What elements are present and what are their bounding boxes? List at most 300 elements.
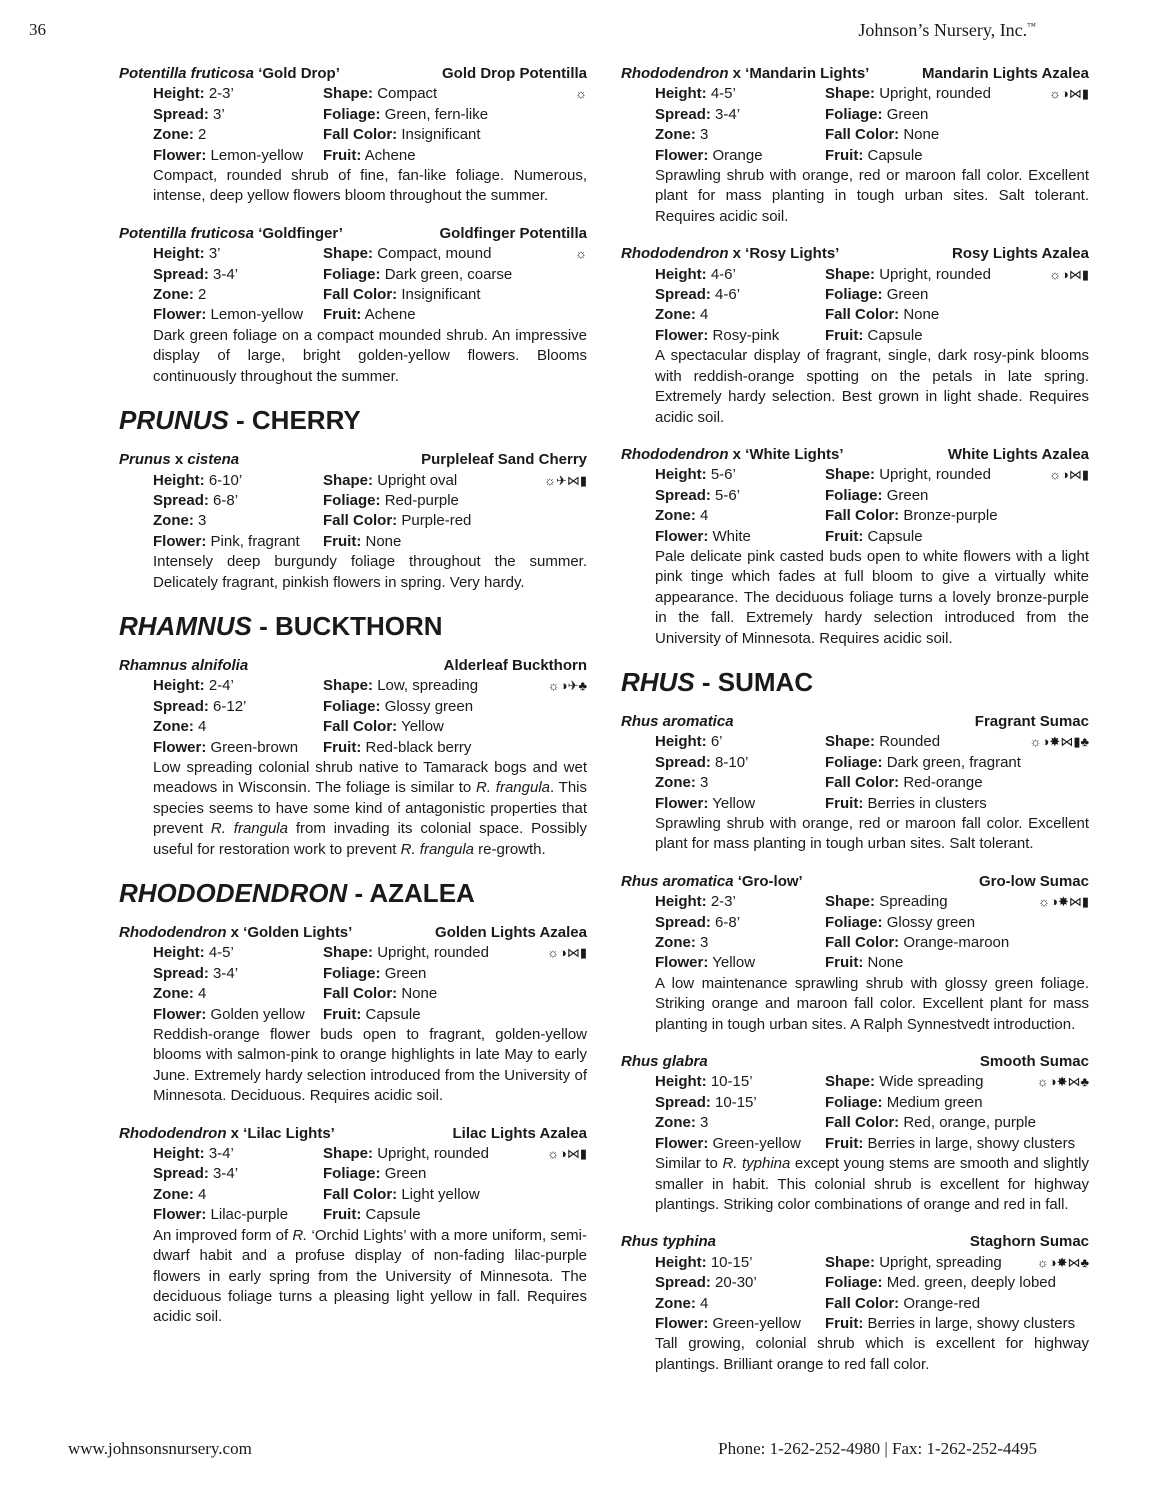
attr-value: 6-12’ — [213, 697, 247, 715]
attr-value: Berries in clusters — [867, 794, 987, 812]
attr-value: 4 — [700, 507, 709, 525]
attr-value: 3 — [198, 512, 207, 530]
attr-spread — [655, 1273, 825, 1293]
attr-label: Shape: — [323, 85, 374, 103]
plant-title — [119, 224, 587, 244]
attribute-row — [119, 1205, 587, 1225]
attr-label: Shape: — [323, 245, 374, 263]
botanical-name-part: Rhododendron — [621, 65, 729, 82]
butterfly-icon: ⋈ — [1067, 1074, 1081, 1090]
plant-entry — [621, 1232, 1089, 1375]
attr-value: Insignificant — [401, 286, 481, 304]
attr-label: Fall Color: — [825, 1114, 900, 1132]
genus-heading — [119, 610, 587, 642]
botanical-name-part: Rhamnus alnifolia — [119, 656, 249, 674]
attr-value: 4-6’ — [710, 265, 736, 283]
fall-leaf-icon: ✸ — [1056, 1074, 1068, 1090]
attr-label: Flower: — [153, 1206, 207, 1224]
attr-label: Height: — [655, 466, 707, 484]
attr-label: Height: — [153, 944, 205, 962]
attr-value: Low, spreading — [377, 677, 479, 695]
brand-header — [858, 20, 1036, 41]
attr-value: Insignificant — [401, 126, 481, 144]
attr-value: Green-brown — [210, 738, 299, 756]
attr-value: 5-6’ — [715, 486, 741, 504]
description-text: re-growth. — [474, 840, 546, 858]
attr-value: 3’ — [213, 105, 225, 123]
attr-value: 2-3’ — [710, 893, 736, 911]
attr-shape — [323, 84, 587, 104]
attr-fruit — [825, 1134, 1089, 1154]
attr-flower — [153, 1005, 323, 1025]
attr-label: Shape: — [323, 944, 374, 962]
attr-spread — [153, 697, 323, 717]
butterfly-icon: ⋈ — [1060, 734, 1074, 750]
pot-icon: ▮ — [579, 472, 587, 488]
attr-label: Shape: — [825, 265, 876, 283]
plant-entry — [119, 450, 587, 593]
common-name: White Lights Azalea — [947, 445, 1089, 463]
plant-title — [119, 656, 587, 676]
plant-title — [119, 923, 587, 943]
attribute-row — [119, 532, 587, 552]
attr-label: Spread: — [153, 1165, 209, 1183]
attr-value: 3 — [700, 1114, 709, 1132]
plant-title — [621, 1052, 1089, 1072]
attr-value: Bronze-purple — [903, 507, 998, 525]
attribute-row — [119, 943, 587, 963]
attr-value: 2 — [198, 286, 207, 304]
attr-value: Upright, spreading — [879, 1253, 1002, 1271]
attr-label: Foliage: — [825, 286, 883, 304]
genus-name: RHAMNUS — [119, 610, 252, 641]
attribute-row — [621, 146, 1089, 166]
attr-value: Green, fern-like — [384, 105, 489, 123]
genus-common-name: - CHERRY — [228, 405, 361, 436]
attr-label: Flower: — [153, 146, 207, 164]
attr-zone — [153, 285, 323, 305]
plant-description — [621, 1334, 1089, 1375]
plant-title — [119, 64, 587, 84]
hand-icon: ♣ — [1080, 1074, 1089, 1090]
attr-zone — [655, 773, 825, 793]
plant-icons — [575, 84, 587, 104]
description-text: except young stems are smooth and slightly smaller in habit. This colonial shrub is excellent for highway plantings. Striking color combinations of orange and red in fall. — [655, 1155, 1089, 1213]
attr-label: Flower: — [655, 954, 709, 972]
attr-value: White — [712, 527, 751, 545]
plant-description — [119, 166, 587, 207]
attr-foliage — [825, 285, 1089, 305]
attr-label: Fruit: — [323, 532, 362, 550]
attr-label: Fruit: — [323, 146, 362, 164]
attr-value: 4 — [198, 985, 207, 1003]
attr-spread — [655, 753, 825, 773]
attr-value: Glossy green — [384, 697, 474, 715]
botanical-name-part: x ‘Golden Lights’ — [226, 924, 353, 941]
attribute-row — [119, 265, 587, 285]
description-text: A spectacular display of fragrant, single, dark rosy-pink blooms with reddish-orange spotting on the petals in late spring. Extremely hardy selection. Best grown in light shade. Requires acidic soil. — [655, 347, 1089, 426]
attr-height — [153, 244, 323, 264]
attr-label: Height: — [655, 85, 707, 103]
attr-value: Light yellow — [401, 1185, 480, 1203]
attr-fall — [825, 125, 1089, 145]
attr-foliage — [825, 753, 1089, 773]
description-text: An improved form of — [153, 1226, 293, 1244]
attr-value: 3-4’ — [208, 1145, 234, 1163]
attr-label: Height: — [153, 85, 205, 103]
genus-common-name: - SUMAC — [694, 666, 814, 697]
attr-fall — [323, 125, 587, 145]
botanical-name-part: Rhus typhina — [621, 1233, 717, 1251]
butterfly-icon: ⋈ — [1068, 86, 1082, 102]
attr-label: Fruit: — [825, 954, 864, 972]
attribute-row — [119, 738, 587, 758]
pot-icon: ▮ — [579, 945, 587, 961]
attr-value: 10-15’ — [710, 1253, 753, 1271]
attr-label: Flower: — [153, 532, 207, 550]
attr-foliage — [825, 1093, 1089, 1113]
botanical-name-part: Potentilla fruticosa — [119, 65, 255, 82]
attr-spread — [655, 105, 825, 125]
botanical-name-part: Rhus aromatica — [621, 872, 734, 890]
attr-value: Green — [384, 964, 427, 982]
attr-value: Yellow — [712, 794, 756, 812]
attr-value: 3’ — [208, 245, 221, 263]
plant-title — [621, 445, 1089, 465]
botanical-name — [621, 445, 843, 465]
attr-label: Fruit: — [323, 1206, 362, 1224]
pot-icon: ▮ — [1081, 467, 1089, 483]
attr-label: Flower: — [655, 326, 709, 344]
botanical-name-part: Potentilla fruticosa — [119, 224, 255, 242]
plant-icons — [548, 676, 587, 696]
attr-label: Fruit: — [825, 146, 864, 164]
genus-name: PRUNUS — [119, 405, 229, 436]
common-name: Purpleleaf Sand Cherry — [421, 451, 587, 469]
attr-value: None — [401, 985, 438, 1003]
attr-value: Green — [384, 1165, 427, 1183]
attr-value: Yellow — [401, 718, 444, 736]
attr-label: Fruit: — [825, 527, 864, 545]
plant-title — [621, 872, 1089, 892]
attr-label: Zone: — [655, 126, 696, 144]
attr-label: Shape: — [825, 85, 876, 103]
botanical-name-part: cistena — [187, 451, 240, 469]
attribute-row — [621, 486, 1089, 506]
botanical-name — [621, 712, 734, 732]
attribute-row — [119, 146, 587, 166]
attr-label: Fruit: — [323, 1005, 362, 1023]
left-column — [119, 64, 587, 1345]
attr-value: 2-3’ — [208, 85, 234, 103]
attr-value: 4 — [198, 718, 207, 736]
attr-spread — [655, 285, 825, 305]
description-text: Tall growing, colonial shrub which is excellent for highway plantings. Brilliant orange to red fall color. — [655, 1335, 1089, 1373]
plant-icons — [547, 1144, 587, 1164]
attr-label: Spread: — [655, 913, 711, 931]
plant-title — [621, 244, 1089, 264]
attr-height — [153, 943, 323, 963]
attr-label: Foliage: — [323, 491, 381, 509]
attr-height — [655, 1253, 825, 1273]
attr-fruit — [323, 1005, 587, 1025]
genus-heading — [621, 666, 1089, 698]
attribute-row — [119, 125, 587, 145]
sun-icon: ☼ — [547, 678, 560, 694]
botanical-name-part: ‘Gro-low’ — [733, 872, 803, 890]
attr-value: Green — [886, 105, 929, 123]
attribute-row — [119, 84, 587, 104]
attr-spread — [655, 486, 825, 506]
plant-entry — [119, 923, 587, 1107]
attr-value: None — [867, 954, 904, 972]
attr-fruit — [825, 326, 1089, 346]
attribute-row — [621, 1093, 1089, 1113]
attr-foliage — [323, 697, 587, 717]
attr-value: 3 — [700, 934, 709, 952]
attr-label: Foliage: — [825, 105, 883, 123]
sun-icon: ☼ — [1049, 266, 1061, 282]
attr-height — [153, 1144, 323, 1164]
butterfly-icon: ⋈ — [1067, 1254, 1081, 1270]
pot-icon: ▮ — [1073, 734, 1081, 750]
plant-description — [621, 166, 1089, 227]
butterfly-icon: ⋈ — [1068, 894, 1082, 910]
attr-fall — [825, 933, 1089, 953]
attr-flower — [153, 738, 323, 758]
attr-label: Shape: — [323, 1145, 374, 1163]
plant-entry — [621, 64, 1089, 227]
attr-spread — [153, 105, 323, 125]
description-text: R. frangula — [210, 820, 288, 838]
fall-leaf-icon: ✸ — [1056, 1254, 1068, 1270]
attribute-row — [621, 1072, 1089, 1092]
half-shade-icon: ◑ — [1050, 894, 1058, 910]
common-name: Rosy Lights Azalea — [952, 245, 1089, 263]
attr-fruit — [323, 1205, 587, 1225]
attribute-row — [119, 471, 587, 491]
attr-value: Lilac-purple — [210, 1206, 289, 1224]
attr-value: Green-yellow — [712, 1134, 801, 1152]
genus-name: RHUS — [621, 666, 695, 697]
attribute-row — [119, 105, 587, 125]
attribute-row — [621, 1314, 1089, 1334]
attr-label: Zone: — [655, 774, 696, 792]
plant-description — [621, 974, 1089, 1035]
attr-value: None — [903, 126, 940, 144]
attr-value: Orange — [712, 146, 763, 164]
attr-label: Spread: — [655, 753, 711, 771]
attr-fall — [323, 1185, 587, 1205]
attr-value: Yellow — [712, 954, 756, 972]
plant-entry — [621, 712, 1089, 855]
attr-label: Height: — [655, 1253, 707, 1271]
attribute-row — [119, 676, 587, 696]
attr-value: Orange-maroon — [903, 934, 1010, 952]
butterfly-icon: ⋈ — [566, 945, 580, 961]
botanical-name-part: Rhus aromatica — [621, 712, 734, 730]
fall-leaf-icon: ✸ — [1049, 734, 1061, 750]
attr-value: Lemon-yellow — [210, 306, 304, 324]
website-link[interactable]: www.johnsonsnursery.com — [68, 1439, 252, 1458]
description-text: from invading its colonial space. Possibly useful for restoration work to prevent — [153, 820, 587, 858]
attr-foliage — [323, 491, 587, 511]
botanical-name — [119, 656, 248, 676]
attr-label: Fall Color: — [825, 934, 900, 952]
attr-label: Zone: — [655, 1294, 696, 1312]
attr-label: Zone: — [153, 286, 194, 304]
attr-value: Red-black berry — [365, 738, 472, 756]
attr-value: 3-4’ — [715, 105, 741, 123]
botanical-name — [621, 244, 839, 264]
attr-value: Dark green, coarse — [384, 265, 513, 283]
attr-label: Fruit: — [825, 794, 864, 812]
attr-label: Spread: — [153, 491, 209, 509]
plant-entry — [119, 64, 587, 207]
plant-entry — [119, 656, 587, 860]
attr-flower — [655, 1134, 825, 1154]
attr-label: Fruit: — [825, 1134, 864, 1152]
attr-label: Shape: — [825, 466, 876, 484]
attr-value: Capsule — [867, 527, 923, 545]
botanical-name — [621, 1232, 716, 1252]
attr-value: Upright, rounded — [879, 466, 991, 484]
attr-height — [655, 732, 825, 752]
attr-label: Foliage: — [825, 913, 883, 931]
attr-label: Fall Color: — [825, 774, 900, 792]
attr-value: Purple-red — [401, 512, 472, 530]
attr-spread — [655, 913, 825, 933]
attr-fruit — [323, 738, 587, 758]
attr-height — [153, 471, 323, 491]
attr-label: Fruit: — [323, 738, 362, 756]
plant-description — [621, 1154, 1089, 1215]
attr-value: 3-4’ — [213, 265, 239, 283]
plant-entry — [621, 1052, 1089, 1215]
attr-fall — [323, 984, 587, 1004]
description-text: Reddish-orange flower buds open to fragrant, golden-yellow blooms with salmon-pink to orange highlights in late May to early June. Extremely hardy selection introduced from the University of Minnesota. Deciduous. Requires acidic soil. — [153, 1026, 587, 1105]
description-text: R. frangula — [400, 840, 474, 858]
plant-title — [119, 1124, 587, 1144]
attr-label: Shape: — [323, 677, 374, 695]
attr-fall — [323, 511, 587, 531]
attr-flower — [655, 1314, 825, 1334]
plant-icons — [1037, 1253, 1089, 1273]
plant-description — [119, 326, 587, 387]
attr-zone — [655, 506, 825, 526]
plant-description — [119, 758, 587, 860]
attr-label: Shape: — [825, 893, 876, 911]
attr-value: Green — [886, 486, 929, 504]
attribute-row — [119, 717, 587, 737]
brand-name: Johnson’s Nursery, Inc. — [858, 20, 1028, 40]
attr-fall — [825, 773, 1089, 793]
genus-heading — [119, 404, 587, 436]
half-shade-icon: ◑ — [559, 678, 568, 694]
attr-value: 3 — [700, 126, 709, 144]
sun-icon: ☼ — [1049, 86, 1061, 102]
attr-foliage — [323, 265, 587, 285]
attr-label: Zone: — [655, 934, 696, 952]
attr-value: Medium green — [886, 1093, 983, 1111]
attribute-row — [621, 1253, 1089, 1273]
attr-value: Upright, rounded — [377, 944, 489, 962]
attribute-row — [621, 913, 1089, 933]
attr-value: Capsule — [867, 146, 923, 164]
attr-value: 8-10’ — [715, 753, 749, 771]
botanical-name-part: Rhododendron — [621, 445, 729, 463]
sun-icon: ☼ — [1049, 467, 1061, 483]
botanical-name-part: Prunus — [119, 451, 171, 469]
description-text: A low maintenance sprawling shrub with glossy green foliage. Striking orange and maroon fall color. Excellent plant for mass planting in tough urban sites. A Ralph Synnestvedt introduction. — [655, 974, 1089, 1033]
attr-value: 4-5’ — [710, 85, 736, 103]
attr-height — [153, 84, 323, 104]
botanical-name — [119, 64, 340, 84]
attr-value: Achene — [364, 306, 416, 324]
attr-value: Achene — [364, 146, 416, 164]
attribute-row — [621, 465, 1089, 485]
botanical-name — [119, 1124, 335, 1144]
attr-label: Spread: — [655, 105, 711, 123]
attribute-row — [621, 125, 1089, 145]
botanical-name — [119, 224, 343, 244]
trademark: ™ — [1027, 21, 1036, 31]
attr-value: 20-30’ — [715, 1274, 757, 1292]
attr-label: Foliage: — [825, 753, 883, 771]
attr-value: Spreading — [879, 893, 948, 911]
attr-label: Foliage: — [825, 486, 883, 504]
attr-value: Lemon-yellow — [210, 146, 304, 164]
common-name: Alderleaf Buckthorn — [443, 656, 587, 674]
attribute-row — [621, 953, 1089, 973]
botanical-name-part: Rhododendron — [119, 1124, 227, 1142]
attribute-row — [621, 285, 1089, 305]
plant-icons — [1049, 465, 1089, 485]
attr-label: Flower: — [655, 1314, 709, 1332]
half-shade-icon: ◑ — [558, 1146, 567, 1162]
plant-icons — [544, 471, 587, 491]
attr-spread — [153, 265, 323, 285]
description-text: Dark green foliage on a compact mounded shrub. An impressive display of large, bright golden-yellow flowers. Blooms continuously throughout the summer. — [153, 326, 587, 385]
attr-label: Zone: — [655, 1114, 696, 1132]
attr-label: Fall Color: — [323, 286, 398, 304]
right-column — [621, 64, 1089, 1392]
botanical-name-part: x — [170, 451, 188, 469]
contact-phone-fax: Phone: 1-262-252-4980 | Fax: 1-262-252-4495 — [718, 1439, 1037, 1458]
common-name: Staghorn Sumac — [969, 1233, 1089, 1251]
attribute-row — [621, 506, 1089, 526]
half-shade-icon: ◑ — [1060, 86, 1069, 102]
attr-label: Foliage: — [323, 964, 381, 982]
fall-leaf-icon: ✸ — [1057, 894, 1069, 910]
attribute-row — [621, 933, 1089, 953]
attr-value: 5-6’ — [710, 466, 736, 484]
attr-value: Green — [886, 286, 929, 304]
attribute-row — [621, 1273, 1089, 1293]
sun-icon: ☼ — [1029, 734, 1042, 750]
common-name: Goldfinger Potentilla — [439, 224, 587, 242]
attr-label: Zone: — [153, 985, 194, 1003]
attr-value: Rounded — [879, 733, 941, 751]
common-name: Lilac Lights Azalea — [452, 1124, 587, 1142]
half-shade-icon: ◑ — [1048, 1254, 1057, 1270]
attr-spread — [153, 964, 323, 984]
attr-flower — [153, 1205, 323, 1225]
attr-value: Red-orange — [903, 774, 983, 792]
attr-foliage — [323, 105, 587, 125]
attr-label: Foliage: — [323, 697, 381, 715]
attr-value: Med. green, deeply lobed — [886, 1274, 1056, 1292]
